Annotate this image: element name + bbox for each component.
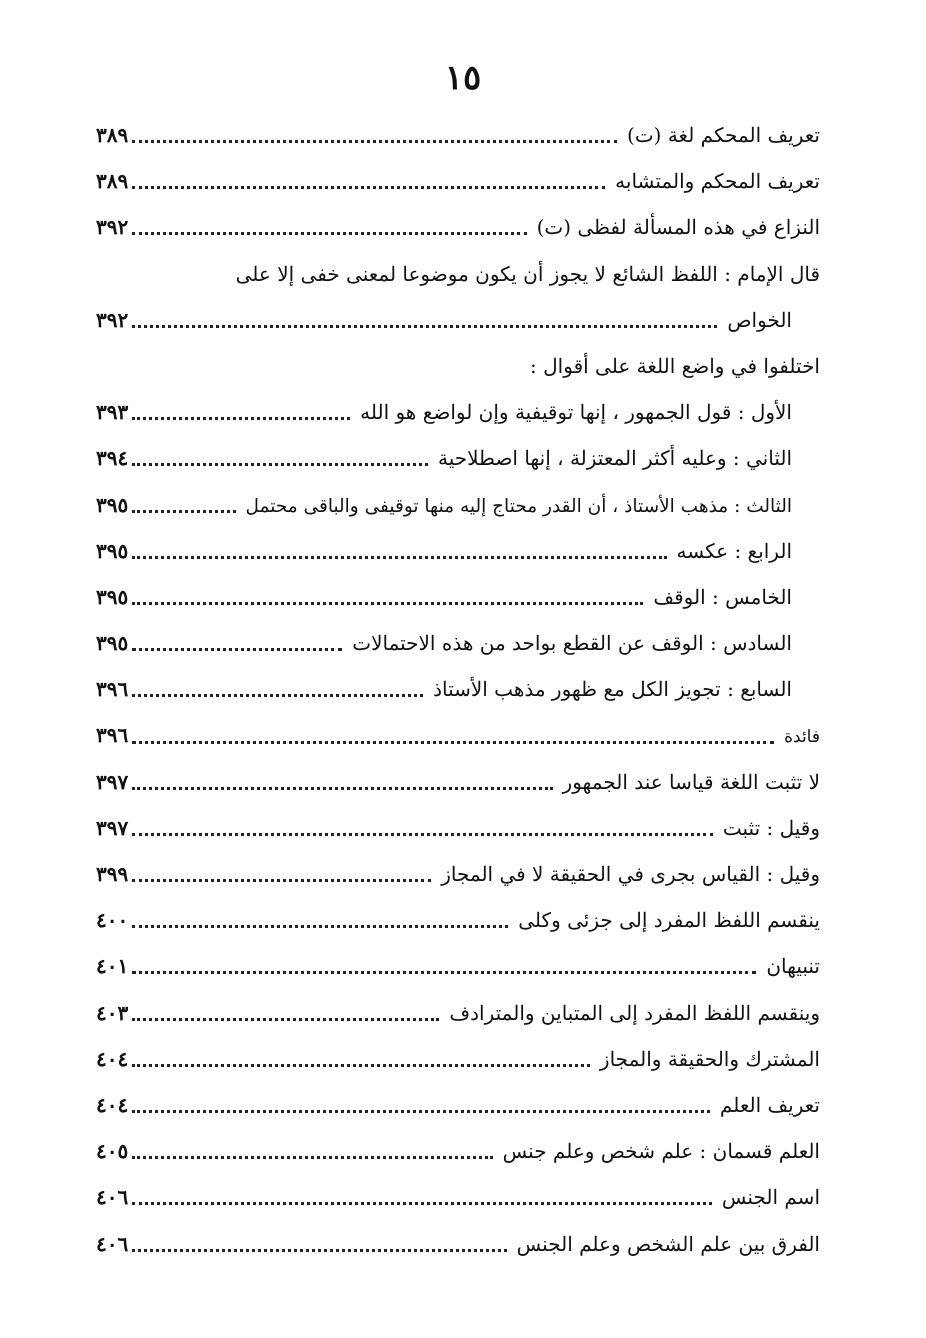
toc-entry [96,204,820,250]
dot-leader [132,740,774,744]
toc-entry-title: الفرق بين علم الشخص وعلم الجنس [516,1231,820,1256]
toc-entry [96,343,820,389]
toc-entry-page: ٣٩٦ [96,723,129,748]
toc-entry-page: ٣٩٢ [96,307,129,332]
dot-leader [132,185,605,189]
toc-entry-page: ٤٠٠ [96,908,129,933]
toc-entry-page: ٤٠٦ [96,1231,129,1256]
toc-entry-page: ٤٠٥ [96,1139,129,1164]
toc-entry [96,1174,820,1220]
toc-entry-page: ٣٩٢ [96,215,129,240]
toc-entry-title: النزاع في هذه المسألة لفظى (ت) [536,215,820,240]
toc-entry-title: وينقسم اللفظ المفرد إلى المتباين والمترادف [449,1000,820,1025]
toc-entry-title: السابع : تجويز الكل مع ظهور مذهب الأستاذ [433,677,792,702]
toc-entry-page: ٣٨٩ [96,123,129,147]
toc-entry-title: الخواص [727,307,792,332]
toc-entry-page: ٣٩٥ [96,631,129,656]
toc-entry-title: تنبيهان [766,954,820,979]
dot-leader [132,509,235,513]
toc-entry [96,482,820,528]
toc-entry-title: تعريف المحكم لغة (ت) [627,123,820,147]
toc-entry-title: لا تثبت اللغة قياسا عند الجمهور [562,769,820,794]
toc-entry-page: ٣٩٧ [96,769,129,794]
toc-entry [96,528,820,574]
toc-entry-page: ٤٠٣ [96,1000,129,1025]
toc-entry-page: ٣٩٥ [96,538,129,563]
toc-entry-title: الخامس : الوقف [653,584,792,609]
toc-entry-title: قال الإمام : اللفظ الشائع لا يجوز أن يكون موضوعا لمعنى خفى إلا على [235,261,820,286]
dot-leader [132,416,350,420]
toc-entry-page: ٣٨٩ [96,169,129,194]
toc-entry [96,620,820,666]
toc-entry [96,666,820,712]
toc-entry [96,1221,820,1267]
toc-entry [96,112,820,158]
toc-entry-title: الثالث : مذهب الأستاذ ، أن القدر محتاج إليه منها توقيفى والباقى محتمل [245,495,792,517]
dot-leader [132,1201,712,1205]
toc-entry-page: ٤٠١ [96,954,129,979]
toc-entry-page: ٣٩٦ [96,677,129,702]
dot-leader [132,878,431,882]
toc-entry [96,990,820,1036]
dot-leader [132,970,756,974]
toc-entry [96,435,820,481]
toc-entry [96,574,820,620]
toc-entry-page: ٣٩٤ [96,446,129,471]
toc-entry-title: العلم قسمان : علم شخص وعلم جنس [502,1139,820,1164]
dot-leader [132,324,717,328]
toc-entry [96,805,820,851]
dot-leader [132,1155,492,1159]
toc-entry-page: ٣٩٣ [96,400,129,425]
dot-leader [132,832,713,836]
dot-leader [132,693,423,697]
dot-leader [132,1109,710,1113]
toc-entry-title: الثاني : وعليه أكثر المعتزلة ، إنها اصطلاحية [437,446,792,471]
dot-leader [132,555,666,559]
toc-entry-page: ٤٠٤ [96,1046,129,1071]
toc-entry-title: اسم الجنس [721,1185,820,1210]
toc-entry-title: وقيل : القياس بجرى في الحقيقة لا في المجاز [441,862,820,886]
toc-entry-title: تعريف المحكم والمتشابه [615,169,820,194]
toc-entry [96,389,820,435]
toc-entry [96,943,820,989]
toc-entry-title: وقيل : تثبت [722,815,820,840]
dot-leader [132,786,552,790]
toc-entry-title: السادس : الوقف عن القطع بواحد من هذه الاحتمالات [352,631,792,656]
toc-entry-title: الأول : قول الجمهور ، إنها توقيفية وإن لواضع هو الله [360,400,792,425]
toc-entry [96,1128,820,1174]
toc-entry [96,1036,820,1082]
toc-entry-title: فائدة [784,727,820,748]
dot-leader [132,601,643,605]
toc-entry [96,251,820,297]
toc-entry-title: المشترك والحقيقة والمجاز [599,1046,820,1071]
toc-entry-page: ٣٩٩ [96,862,129,886]
dot-leader [132,462,428,466]
toc-entry-title: تعريف العلم [719,1092,820,1117]
toc-entry [96,759,820,805]
dot-leader [132,1248,506,1252]
toc-entry-title: اختلفوا في واضع اللغة على أقوال : [530,353,820,378]
dot-leader [132,231,526,235]
dot-leader [132,647,342,651]
dot-leader [132,1063,590,1067]
toc-entry [96,712,820,758]
dot-leader [132,1017,439,1021]
toc-entry [96,297,820,343]
toc-entry [96,1082,820,1128]
dot-leader [132,924,508,928]
toc-entry-page: ٣٩٥ [96,584,129,609]
toc-entry-title: الرابع : عكسه [676,538,792,563]
toc-entry-title: ينقسم اللفظ المفرد إلى جزئى وكلى [518,908,820,933]
toc-entry [96,851,820,897]
toc-entry-page: ٤٠٤ [96,1092,129,1117]
toc-entry-page: ٣٩٥ [96,492,129,517]
page-number: ١٥ [444,58,482,98]
toc-entry [96,897,820,943]
table-of-contents [96,112,820,1267]
toc-entry-page: ٣٩٧ [96,815,129,840]
toc-entry [96,158,820,204]
toc-entry-page: ٤٠٦ [96,1185,129,1210]
dot-leader [132,139,617,143]
